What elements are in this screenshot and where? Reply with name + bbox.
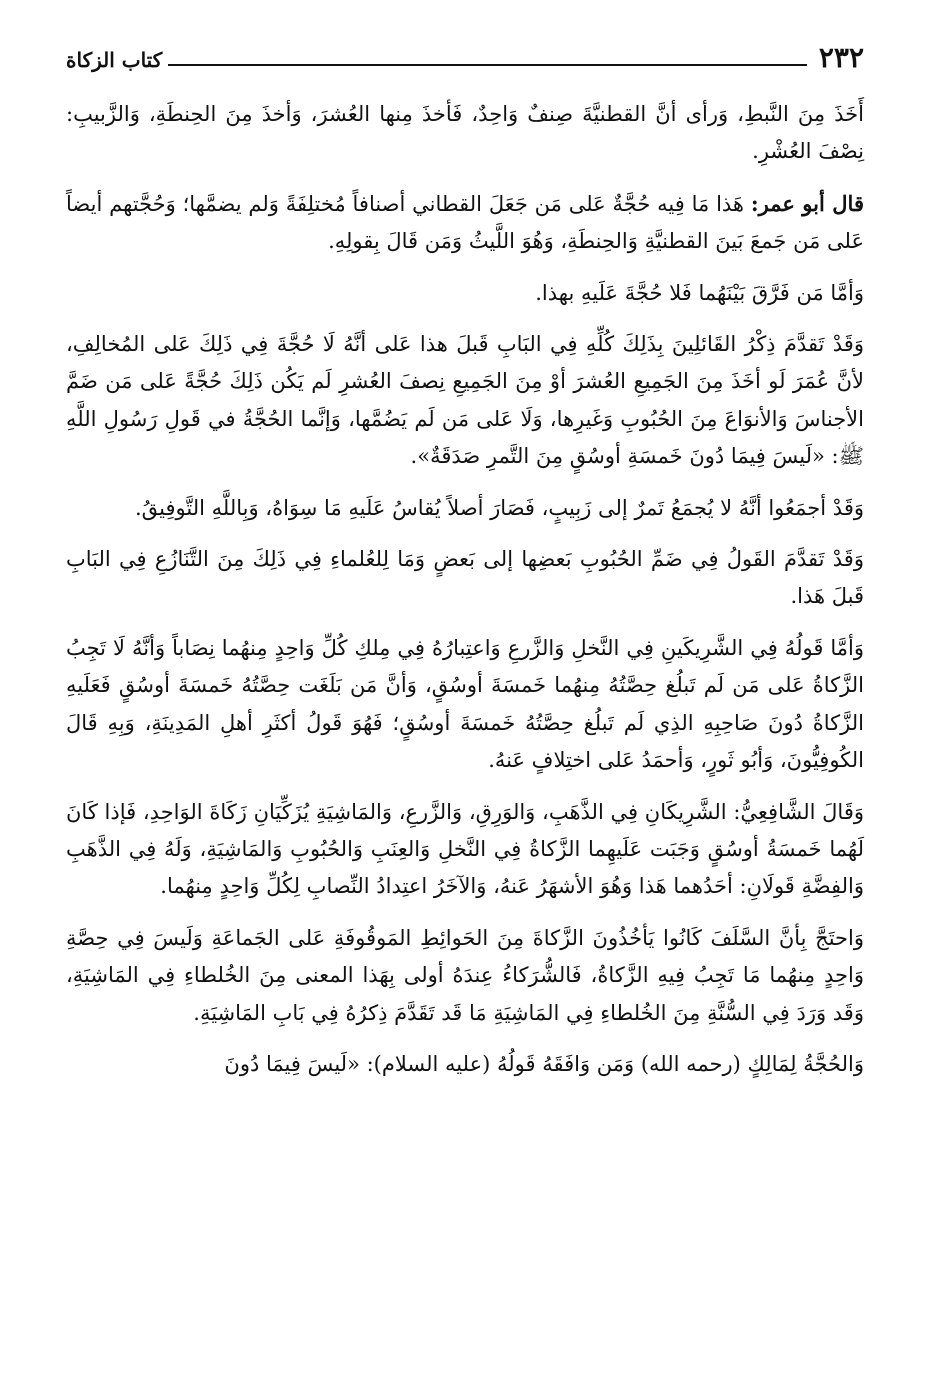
paragraph xyxy=(66,490,864,527)
paragraph-text: وَقَدْ تَقدَّمَ القَولُ فِي ضَمِّ الحُبُوبِ بَعضِها إلى بَعضٍ وَمَا لِلعُلماءِ فِي ذَلِكَ مِنَ التَّنَازُعِ فِي البَابِ قَبلَ هَذا. xyxy=(66,547,864,609)
page-body xyxy=(66,96,864,1097)
paragraph-text: وَاحتَجَّ بِأنَّ السَّلَفَ كَانُوا يَأخُذُونَ الزَّكاةَ مِنَ الحَوائِطِ المَوقُوفَةِ عَلى الجَماعَةِ وَلَيسَ فِي حِصَّةِ وَاحِدٍ مِنهُما مَا تَجِبُ فِيهِ الزَّكاةُ، فَالشُّرَكاءُ عِندَهُ أولى بِهَذا المعنى مِنَ الخُلطاءِ فِي المَاشِيَةِ، وَقَد وَرَدَ فِي السُّنَّةِ مِنَ الخُلطاءِ فِي المَاشِيَةِ مَا قَد تَقَدَّمَ ذِكرُهُ فِي بَابِ المَاشِيَةِ. xyxy=(66,925,864,1025)
paragraph xyxy=(66,275,864,312)
paragraph-text: هَذا مَا فِيه حُجَّةٌ عَلى مَن جَعَلَ القطاني أصنافاً مُختلِفَةً وَلم يضمَّها؛ وَحُجَّتهم أيضاً عَلى مَن جَمعَ بَينَ القطنيَّةِ وَالحِنطَةِ، وَهُوَ اللَّيثُ وَمَن قَالَ بِقولِهِ. xyxy=(66,191,864,254)
page-number: ٢٣٢ xyxy=(818,41,864,74)
header-divider xyxy=(168,64,807,66)
paragraph-text: وَأمَّا قَولُهُ فِي الشَّرِيكَينِ فِي النَّخلِ وَالزَّرعِ وَاعتِبارُهُ فِي مِلكِ كُلِّ وَاحِدٍ مِنهُما نِصَاباً وَأنَّهُ لَا تَجِبُ الزَّكاةُ عَلى مَن لَم تَبلُغ حِصَّتُهُ مِنهُما خَمسَةَ أوسُقٍ، وَأنَّ مَن بَلَغَت حِصَّتُهُ خَمسَةَ أوسُقٍ فَعَلَيهِ الزَّكاةُ دُونَ صَاحِبِهِ الذِي لَم تَبلُغ حِصَّتُهُ خَمسَةَ أوسُقٍ؛ فَهُوَ قَولُ أكثَرِ أهلِ المَدِينَةِ، وَبِهِ قَالَ الكُوفِيُّونَ، وَأبُو ثَورٍ، وَأحمَدُ عَلى اختِلافٍ عَنهُ. xyxy=(66,635,864,773)
chapter-title: كتاب الزكاة xyxy=(66,48,163,72)
paragraph xyxy=(66,920,864,1032)
paragraph xyxy=(66,96,864,171)
paragraph-text: وَأمَّا مَن فَرَّقَ بَيْنَهُما فَلا حُجَّةَ عَلَيهِ بهذا. xyxy=(535,280,864,305)
paragraph-text: وَقَدْ أجمَعُوا أنَّهُ لا يُجمَعُ تَمرٌ إلى زَبِيبٍ، فَصَارَ أصلاً يُقاسُ عَلَيهِ مَا سِوَاهُ، وَبِاللَّهِ التَّوفِيقُ. xyxy=(134,495,864,520)
paragraph xyxy=(66,541,864,616)
paragraph xyxy=(66,185,864,261)
page-header xyxy=(66,38,864,72)
paragraph xyxy=(66,1046,864,1083)
speaker-label: قال أبو عمر: xyxy=(750,190,864,216)
paragraph-text: وَالحُجَّةُ لِمَالِكٍ (رحمه الله) وَمَن وَافَقَهُ قَولُهُ (عليه السلام): «لَيسَ فِيمَا دُونَ xyxy=(224,1051,864,1076)
paragraph-text: وَقَدْ تَقدَّمَ ذِكْرُ القَائلِينَ بِذَلِكَ كُلِّهِ فِي البَابِ قَبلَ هذا عَلى أنَّهُ لَا حُجَّةَ فِي ذَلِكَ عَلى المُخالِفِ، لأنَّ عُمَرَ لَو أخَذَ مِنَ الجَمِيعِ العُشرَ أوْ مِنَ الجَمِيعِ نِصفَ العُشرِ لَم يَكُن ذَلِكَ حُجَّةً عَلى مَن ضَمَّ الأجناسَ وَالأنوَاعَ مِنَ الحُبُوبِ وَغَيرِها، وَلَا عَلى مَن لَم يَضُمَّها، وَإنَّما الحُجَّةُ في قَولِ رَسُولِ اللَّهِ ﷺ: «لَيسَ فِيمَا دُونَ خَمسَةِ أوسُقٍ مِنَ التَّمرِ صَدَقَةٌ». xyxy=(66,332,864,469)
paragraph xyxy=(66,794,864,906)
paragraph-text: أَخَذَ مِنَ النَّبطِ، وَرأى أنَّ القطنيَّةَ صِنفٌ وَاحِدٌ، فَأخذَ مِنها العُشرَ، وَأخذَ مِنَ الحِنطَةِ، وَالزَّبيبِ: نِصْفَ العُشْرِ. xyxy=(66,102,864,164)
paragraph xyxy=(66,326,864,476)
paragraph xyxy=(66,630,864,780)
paragraph-text: وَقَالَ الشَّافِعِيُّ: الشَّرِيكَانِ فِي الذَّهَبِ، وَالوَرِقِ، وَالزَّرعِ، وَالمَاشِيَةِ يُزَكِّيَانِ زَكَاةَ الوَاحِدِ، فَإذا كَانَ لَهُما خَمسَةُ أوسُقٍ وَجَبَت عَلَيهِما الزَّكاةُ فِي النَّخلِ وَالعِنَبِ وَالحُبُوبِ وَالمَاشِيَةِ، وَلَهُ فِي الذَّهَبِ وَالفِضَّةِ قَولَانِ: أحَدُهما هَذا وَهُوَ الأشهَرُ عَنهُ، وَالآخَرُ اعتِدادُ النِّصابِ لِكُلِّ وَاحِدٍ مِنهُما. xyxy=(66,799,864,899)
